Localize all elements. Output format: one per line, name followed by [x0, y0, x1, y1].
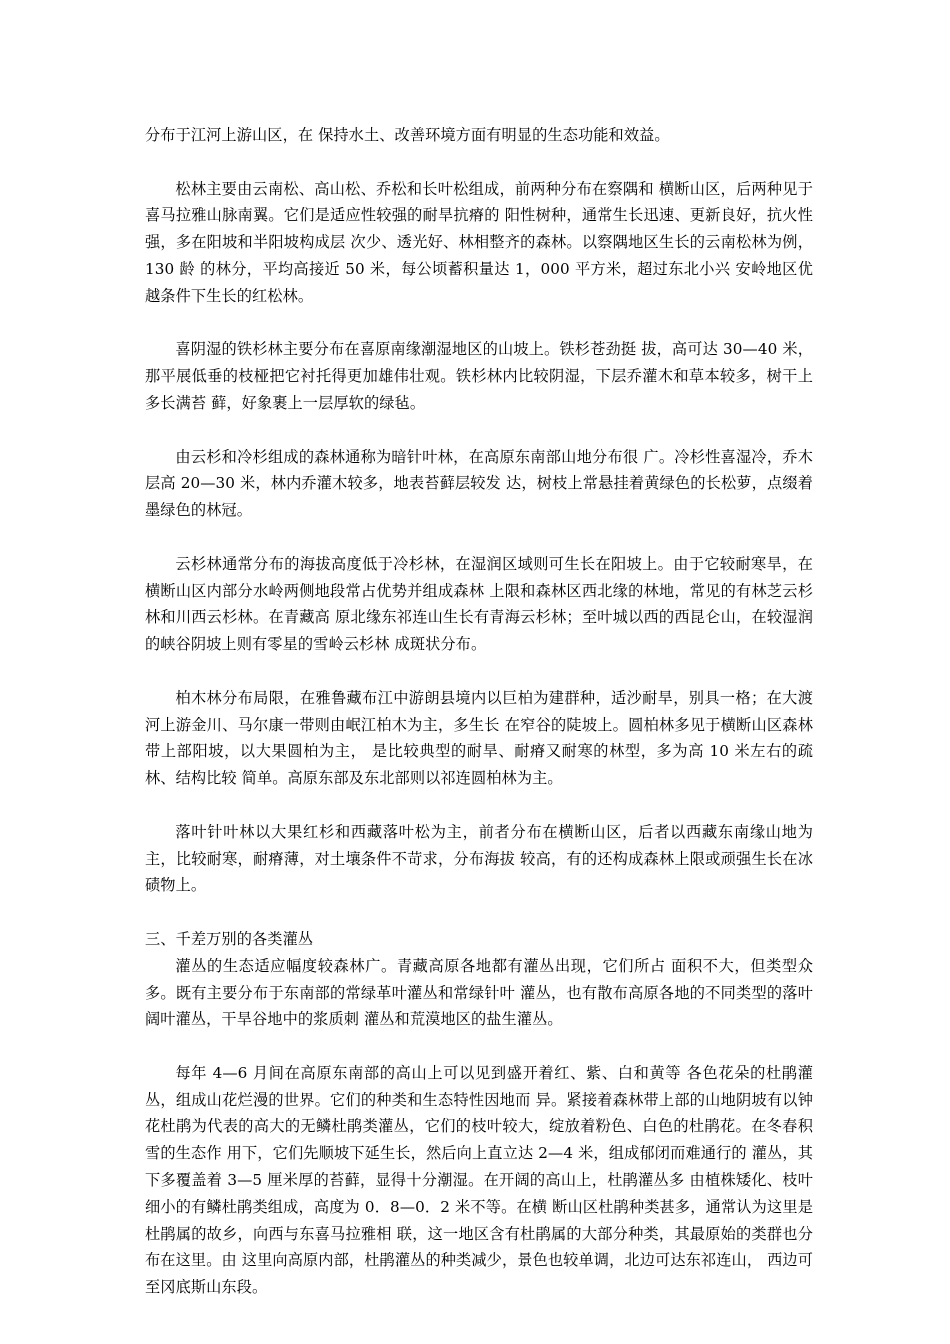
paragraph-spruce-forest: 云杉林通常分布的海拔高度低于冷杉林，在湿润区域则可生长在阳坡上。由于它较耐寒旱，在横断山区内部分水岭两侧地段常占优势并组成森林 上限和森林区西北缘的林地，常见的有林芝云杉林和川西云杉林。在青藏高 原北缘东祁连山生长有青海云杉林；至叶城以西的西昆仑山，在较湿润的峡谷阴坡上则有零星的雪岭云杉林 成斑状分布。	[145, 554, 813, 654]
paragraph-continuation: 分布于江河上游山区，在 保持水土、改善环境方面有明显的生态功能和效益。	[145, 126, 670, 144]
paragraph-rhododendron-shrubland: 每年 4—6 月间在高原东南部的高山上可以见到盛开着红、紫、白和黄等 各色花朵的杜鹃灌丛，组成山花烂漫的世界。它们的种类和生态特性因地而 异。紧接着森林带上部的山地阴坡有以钟花杜鹃为代表的高大的无鳞杜鹃类灌丛，它们的枝叶较大，绽放着粉色、白色的杜鹃花。在冬春积雪的生态作 用下，它们先顺坡下延生长，然后向上直立达 2—4 米，组成郁闭而难通行的 灌丛，其下多覆盖着 3—5 厘米厚的苔藓，显得十分潮湿。在开阔的高山上，杜鹃灌丛多 由植株矮化、枝叶细小的有鳞杜鹃类组成，高度为 0．8—0．2 米不等。在横 断山区杜鹃种类甚多，通常认为这里是杜鹃属的故乡，向西与东喜马拉雅相 联，这一地区含有杜鹃属的大部分种类，其最原始的类群也分布在这里。由 这里向高原内部，杜鹃灌丛的种类减少，景色也较单调，北边可达东祁连山， 西边可至冈底斯山东段。	[145, 1063, 813, 1297]
section-heading: 三、千差万别的各类灌丛	[145, 929, 314, 948]
paragraph-hemlock-forest: 喜阴湿的铁杉林主要分布在喜原南缘潮湿地区的山坡上。铁杉苍劲挺 拔，高可达 30—40 米，那平展低垂的枝桠把它衬托得更加雄伟壮观。铁杉林内比较阴湿，下层乔灌木和草本较多，树干上多长满苔 藓，好象裹上一层厚软的绿毡。	[145, 340, 813, 412]
paragraph-shrubland-intro: 灌丛的生态适应幅度较森林广。青藏高原各地都有灌丛出现，它们所占 面积不大，但类型众多。既有主要分布于东南部的常绿革叶灌丛和常绿针叶 灌丛，也有散布高原各地的不同类型的落叶阔叶灌丛，干旱谷地中的浆质刺 灌丛和荒漠地区的盐生灌丛。	[145, 956, 813, 1029]
paragraph-dark-conifer-forest: 由云杉和冷杉组成的森林通称为暗针叶林，在高原东南部山地分布很 广。冷杉性喜湿冷，乔木层高 20—30 米，林内乔灌木较多，地表苔藓层较发 达，树枝上常悬挂着黄绿色的长松萝，点缀着墨绿色的林冠。	[145, 447, 813, 520]
paragraph-cypress-forest: 柏木林分布局限，在雅鲁藏布江中游朗县境内以巨柏为建群种，适沙耐旱，别具一格；在大渡河上游金川、马尔康一带则由岷江柏木为主，多生长 在窄谷的陡坡上。圆柏林多见于横断山区森林带上部阳坡，以大果圆柏为主， 是比较典型的耐旱、耐瘠又耐寒的林型，多为高 10 米左右的疏林、结构比较 简单。高原东部及东北部则以祁连圆柏林为主。	[145, 688, 813, 788]
paragraph-deciduous-conifer-forest: 落叶针叶林以大果红杉和西藏落叶松为主，前者分布在横断山区，后者以西藏东南缘山地为主，比较耐寒，耐瘠薄，对土壤条件不苛求，分布海拔 较高，有的还构成森林上限或顽强生长在冰碛物上。	[145, 822, 813, 895]
paragraph-pine-forest: 松林主要由云南松、高山松、乔松和长叶松组成，前两种分布在察隅和 横断山区，后两种见于喜马拉雅山脉南翼。它们是适应性较强的耐旱抗瘠的 阳性树种，通常生长迅速、更新良好，抗火性强，多在阳坡和半阳坡构成层 次少、透光好、林相整齐的森林。以察隅地区生长的云南松林为例，130 龄 的林分，平均高接近 50 米，每公顷蓄积量达 1，000 平方米，超过东北小兴 安岭地区优越条件下生长的红松林。	[145, 179, 813, 305]
document-body	[145, 122, 813, 1301]
